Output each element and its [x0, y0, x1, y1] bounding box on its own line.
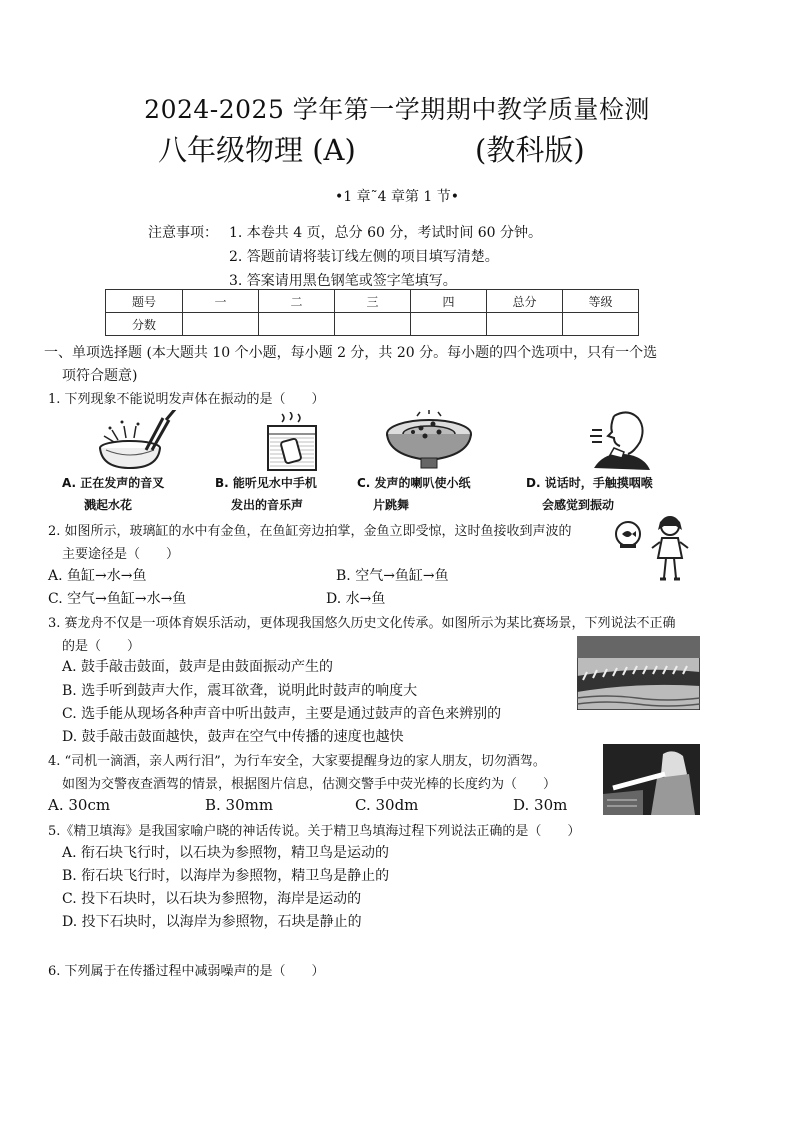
q4-option-d[interactable]: D. 30m: [513, 796, 568, 814]
notes-label: 注意事项：: [148, 225, 218, 241]
note-item-3: 3. 答案请用黑色钢笔或签字笔填写。: [229, 273, 457, 289]
caption-line: 发出的音乐声: [231, 498, 304, 512]
q1-caption-c: [357, 472, 471, 516]
q3-option-d[interactable]: D. 鼓手敲击鼓面越快，鼓声在空气中传播的速度也越快: [62, 729, 404, 745]
caption-line: A. 正在发声的音叉: [62, 476, 165, 490]
table-header-cell: 四: [411, 290, 487, 313]
table-header-cell: 总分: [487, 290, 563, 313]
police-checkpoint-image: [603, 744, 700, 815]
question-1-stem: 1. 下列现象不能说明发声体在振动的是（ ）: [48, 392, 325, 407]
q3-option-b[interactable]: B. 选手听到鼓声大作，震耳欲聋，说明此时鼓声的响度大: [62, 683, 418, 699]
score-cell[interactable]: [335, 313, 411, 336]
question-6-stem: 6. 下列属于在传播过程中减弱噪声的是（ ）: [48, 964, 325, 979]
q5-option-d[interactable]: D. 投下石块时，以海岸为参照物，石块是静止的: [62, 914, 362, 930]
q3-option-a[interactable]: A. 鼓手敲击鼓面，鼓声是由鼓面振动产生的: [62, 659, 334, 675]
question-2-stem: 2. 如图所示，玻璃缸的水中有金鱼，在鱼缸旁边拍掌，金鱼立即受惊，这时鱼接收到声波的: [48, 524, 572, 539]
question-3-stem-cont: 的是（ ）: [62, 639, 141, 654]
table-header-cell: 三: [335, 290, 411, 313]
score-cell[interactable]: [563, 313, 639, 336]
caption-line: 会感觉到振动: [542, 498, 615, 512]
section-title: [44, 342, 764, 388]
q1-caption-d: [526, 472, 653, 516]
q2-option-c[interactable]: C. 空气→鱼缸→水→鱼: [48, 591, 187, 607]
tuning-fork-image: [88, 410, 183, 472]
q4-option-b[interactable]: B. 30mm: [205, 796, 274, 814]
touch-throat-image: [584, 408, 654, 472]
q3-option-c[interactable]: C. 选手能从现场各种声音中听出鼓声，主要是通过鼓声的音色来辨别的: [62, 706, 502, 722]
q2-option-a[interactable]: A. 鱼缸→水→鱼: [48, 568, 147, 584]
q5-option-c[interactable]: C. 投下石块时，以石块为参照物，海岸是运动的: [62, 891, 362, 907]
q1-caption-b: [215, 472, 317, 516]
caption-line: 溅起水花: [84, 498, 133, 512]
caption-line: D. 说话时，手触摸咽喉: [526, 476, 653, 490]
score-cell[interactable]: [487, 313, 563, 336]
note-item-2: 2. 答题前请将装订线左侧的项目填写清楚。: [229, 249, 499, 265]
caption-line: B. 能听见水中手机: [215, 476, 317, 490]
table-header-cell: 等级: [563, 290, 639, 313]
score-table-score-row: [106, 313, 639, 336]
speaker-paper-image: [383, 410, 475, 472]
question-3-stem: 3. 赛龙舟不仅是一项体育娱乐活动，更体现我国悠久历史文化传承。如图所示为某比赛场景，下列说法不正确: [48, 616, 676, 631]
score-cell[interactable]: [259, 313, 335, 336]
score-table: [105, 289, 639, 336]
score-cell[interactable]: [183, 313, 259, 336]
score-cell[interactable]: [411, 313, 487, 336]
fishbowl-girl-image: [614, 516, 694, 584]
q4-option-c[interactable]: C. 30dm: [355, 796, 419, 814]
note-item-1: 1. 本卷共 4 页，总分 60 分，考试时间 60 分钟。: [229, 225, 543, 241]
question-4-stem-cont: 如图为交警夜查酒驾的情景，根据图片信息，估测交警手中荧光棒的长度约为（ ）: [62, 777, 557, 792]
section-title-line: 项符合题意): [62, 368, 138, 384]
q1-caption-a: [62, 472, 164, 516]
dragon-boat-image: [577, 636, 700, 710]
q5-option-a[interactable]: A. 衔石块飞行时，以石块为参照物，精卫鸟是运动的: [62, 845, 390, 861]
q4-option-a[interactable]: A. 30cm: [48, 796, 111, 814]
score-table-header-row: [106, 290, 639, 313]
caption-line: C. 发声的喇叭使小纸: [357, 476, 471, 490]
section-title-line: 一、单项选择题 (本大题共 10 个小题，每小题 2 分，共 20 分。每小题的四个选项中，只有一个选: [44, 345, 658, 361]
question-2-stem-cont: 主要途径是（ ）: [62, 547, 180, 562]
table-header-cell: 题号: [106, 290, 183, 313]
q2-option-d[interactable]: D. 水→鱼: [326, 591, 386, 607]
q5-option-b[interactable]: B. 衔石块飞行时，以海岸为参照物，精卫鸟是静止的: [62, 868, 390, 884]
exam-title: 2024-2025 学年第一学期期中教学质量检测: [144, 95, 650, 124]
table-row-label: 分数: [106, 313, 183, 336]
exam-subject: 八年级物理 (A): [158, 133, 356, 167]
phone-in-water-image: [262, 412, 322, 472]
caption-line: 片跳舞: [373, 498, 410, 512]
question-5-stem: 5.《精卫填海》是我国家喻户晓的神话传说。关于精卫鸟填海过程下列说法正确的是（ ）: [48, 824, 581, 839]
exam-scope: •1 章˜4 章第 1 节•: [334, 189, 460, 205]
q2-option-b[interactable]: B. 空气→鱼缸→鱼: [336, 568, 449, 584]
exam-edition: (教科版): [475, 133, 585, 167]
table-header-cell: 二: [259, 290, 335, 313]
table-header-cell: 一: [183, 290, 259, 313]
question-4-stem: 4. “司机一滴酒，亲人两行泪”，为行车安全，大家要提醒身边的家人朋友，切勿酒驾。: [48, 754, 546, 769]
